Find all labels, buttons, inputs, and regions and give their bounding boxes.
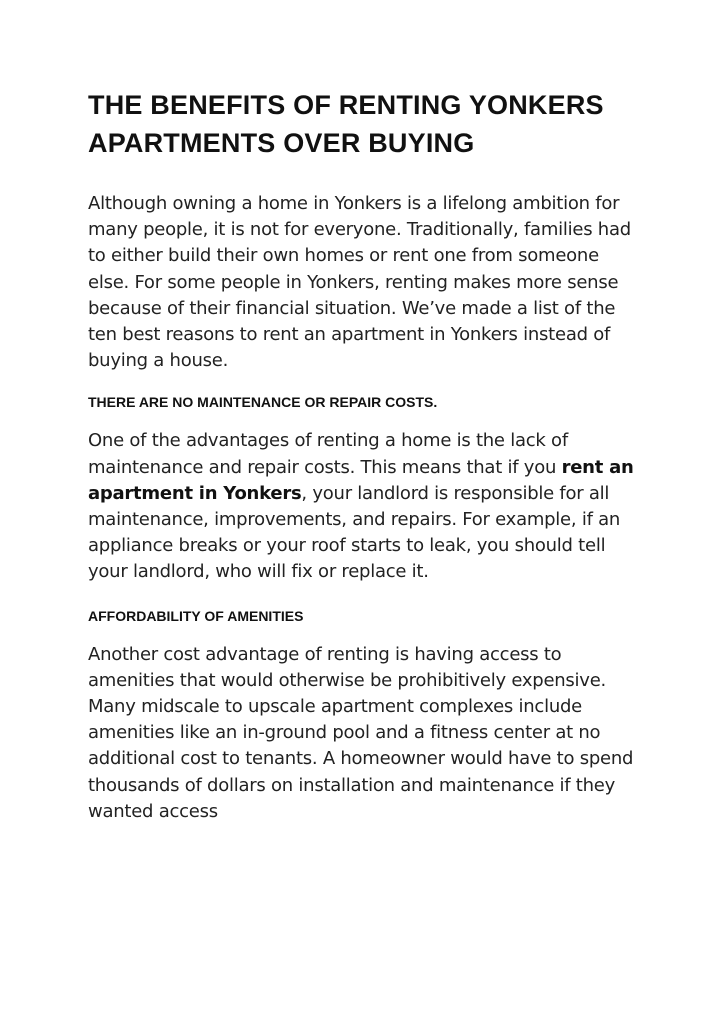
page-title: THE BENEFITS OF RENTING YONKERS APARTMENTS OVER BUYING bbox=[88, 90, 604, 158]
section-paragraph-amenities: Another cost advantage of renting is having access to amenities that would otherwise be prohibitively expensive. Many midscale to upscale apartment complexes include amenities like an in-ground pool and a fitness center at no additional cost to tenants. A homeowner would have to spend thousands of dollars on installation and maintenance if they wanted access bbox=[88, 643, 634, 822]
bold-phrase-link-text: rent an apartment in Yonkers bbox=[88, 456, 634, 504]
section-paragraph-maintenance bbox=[88, 428, 638, 585]
paragraph-text: , your landlord is responsible for all maintenance, improvements, and repairs. For example, if an appliance breaks or your roof starts to leak, you should tell your landlord, who will fix or replace it. bbox=[88, 482, 621, 583]
section-heading-amenities: AFFORDABILITY OF AMENITIES bbox=[88, 607, 304, 624]
intro-paragraph: Although owning a home in Yonkers is a lifelong ambition for many people, it is not for everyone. Traditionally, families had to either build their own homes or rent one from someone else. For some people in Yonkers, renting makes more sense because of their financial situation. We’ve made a list of the ten best reasons to rent an apartment in Yonkers instead of buying a house. bbox=[88, 193, 631, 372]
section-heading-maintenance: THERE ARE NO MAINTENANCE OR REPAIR COSTS. bbox=[88, 394, 438, 411]
document-page bbox=[88, 86, 638, 825]
paragraph-text: One of the advantages of renting a home is the lack of maintenance and repair costs. This means that if you bbox=[88, 430, 568, 478]
